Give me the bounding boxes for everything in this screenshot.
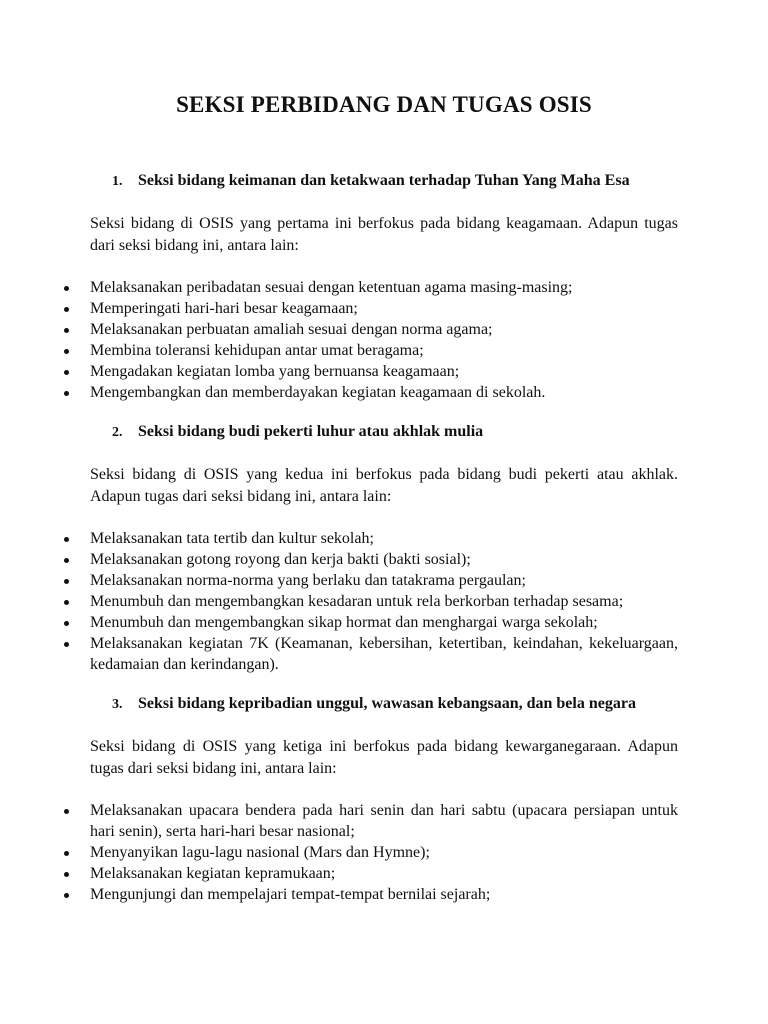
task-list bbox=[90, 800, 678, 905]
bullet-icon bbox=[64, 579, 69, 584]
list-item bbox=[90, 842, 678, 863]
list-item bbox=[90, 361, 678, 382]
list-item bbox=[90, 800, 678, 842]
bullet-icon bbox=[64, 537, 69, 542]
bullet-icon bbox=[64, 893, 69, 898]
section-2 bbox=[90, 421, 678, 675]
bullet-icon bbox=[64, 370, 69, 375]
list-item-text: Melaksanakan peribadatan sesuai dengan ketentuan agama masing-masing; bbox=[90, 279, 573, 296]
list-item bbox=[90, 884, 678, 905]
list-item bbox=[90, 382, 678, 403]
section-heading bbox=[90, 421, 678, 444]
list-item-text: Mengunjungi dan mempelajari tempat-tempat bernilai sejarah; bbox=[90, 886, 491, 903]
bullet-icon bbox=[64, 621, 69, 626]
section-heading bbox=[90, 170, 678, 193]
section-heading-text: Seksi bidang keimanan dan ketakwaan terhadap Tuhan Yang Maha Esa bbox=[138, 172, 630, 189]
section-number-label: 2. bbox=[112, 425, 123, 440]
list-item-text: Menyanyikan lagu-lagu nasional (Mars dan Hymne); bbox=[90, 844, 430, 861]
section-number-label: 3. bbox=[112, 697, 123, 712]
list-item bbox=[90, 528, 678, 549]
section-heading-text: Seksi bidang kepribadian unggul, wawasan kebangsaan, dan bela negara bbox=[138, 695, 636, 712]
list-item bbox=[90, 319, 678, 340]
section-3 bbox=[90, 693, 678, 905]
list-item-text: Melaksanakan kegiatan kepramukaan; bbox=[90, 865, 336, 882]
bullet-icon bbox=[64, 286, 69, 291]
list-item bbox=[90, 612, 678, 633]
list-item bbox=[90, 340, 678, 361]
section-heading bbox=[90, 693, 678, 716]
list-item bbox=[90, 633, 678, 675]
section-intro: Seksi bidang di OSIS yang kedua ini berfokus pada bidang budi pekerti atau akhlak. Adapun tugas dari seksi bidang ini, antara lain: bbox=[90, 466, 678, 505]
bullet-icon bbox=[64, 851, 69, 856]
task-list bbox=[90, 528, 678, 675]
bullet-icon bbox=[64, 809, 69, 814]
section-intro: Seksi bidang di OSIS yang pertama ini berfokus pada bidang keagamaan. Adapun tugas dari seksi bidang ini, antara lain: bbox=[90, 215, 678, 254]
list-item-text: Menumbuh dan mengembangkan kesadaran untuk rela berkorban terhadap sesama; bbox=[90, 593, 624, 610]
list-item-text: Menumbuh dan mengembangkan sikap hormat dan menghargai warga sekolah; bbox=[90, 614, 598, 631]
list-item-text: Melaksanakan perbuatan amaliah sesuai dengan norma agama; bbox=[90, 321, 493, 338]
section-number bbox=[90, 170, 136, 193]
bullet-icon bbox=[64, 307, 69, 312]
sections-container bbox=[90, 170, 678, 905]
list-item-text: Melaksanakan gotong royong dan kerja bakti (bakti sosial); bbox=[90, 551, 471, 568]
list-item-text: Melaksanakan upacara bendera pada hari senin dan hari sabtu (upacara persiapan untuk hari senin), serta hari-hari besar nasional; bbox=[90, 802, 678, 840]
bullet-icon bbox=[64, 328, 69, 333]
bullet-icon bbox=[64, 349, 69, 354]
bullet-icon bbox=[64, 642, 69, 647]
list-item bbox=[90, 863, 678, 884]
list-item-text: Melaksanakan kegiatan 7K (Keamanan, kebersihan, ketertiban, keindahan, kekeluargaan, kedamaian dan kerindangan). bbox=[90, 635, 678, 673]
list-item-text: Mengembangkan dan memberdayakan kegiatan keagamaan di sekolah. bbox=[90, 384, 546, 401]
section-number-label: 1. bbox=[112, 174, 123, 189]
section-1 bbox=[90, 170, 678, 403]
bullet-icon bbox=[64, 600, 69, 605]
list-item bbox=[90, 591, 678, 612]
page-title: SEKSI PERBIDANG DAN TUGAS OSIS bbox=[176, 92, 592, 117]
section-heading-text: Seksi bidang budi pekerti luhur atau akhlak mulia bbox=[138, 423, 484, 440]
bullet-icon bbox=[64, 391, 69, 396]
list-item-text: Mengadakan kegiatan lomba yang bernuansa keagamaan; bbox=[90, 363, 460, 380]
list-item bbox=[90, 277, 678, 298]
list-item-text: Melaksanakan tata tertib dan kultur sekolah; bbox=[90, 530, 374, 547]
list-item bbox=[90, 298, 678, 319]
bullet-icon bbox=[64, 872, 69, 877]
section-number bbox=[90, 693, 136, 716]
list-item-text: Membina toleransi kehidupan antar umat beragama; bbox=[90, 342, 424, 359]
list-item-text: Memperingati hari-hari besar keagamaan; bbox=[90, 300, 358, 317]
list-item bbox=[90, 549, 678, 570]
section-intro: Seksi bidang di OSIS yang ketiga ini berfokus pada bidang kewarganegaraan. Adapun tugas dari seksi bidang ini, antara lain: bbox=[90, 738, 678, 777]
section-number bbox=[90, 421, 136, 444]
list-item-text: Melaksanakan norma-norma yang berlaku dan tatakrama pergaulan; bbox=[90, 572, 526, 589]
task-list bbox=[90, 277, 678, 403]
list-item bbox=[90, 570, 678, 591]
bullet-icon bbox=[64, 558, 69, 563]
